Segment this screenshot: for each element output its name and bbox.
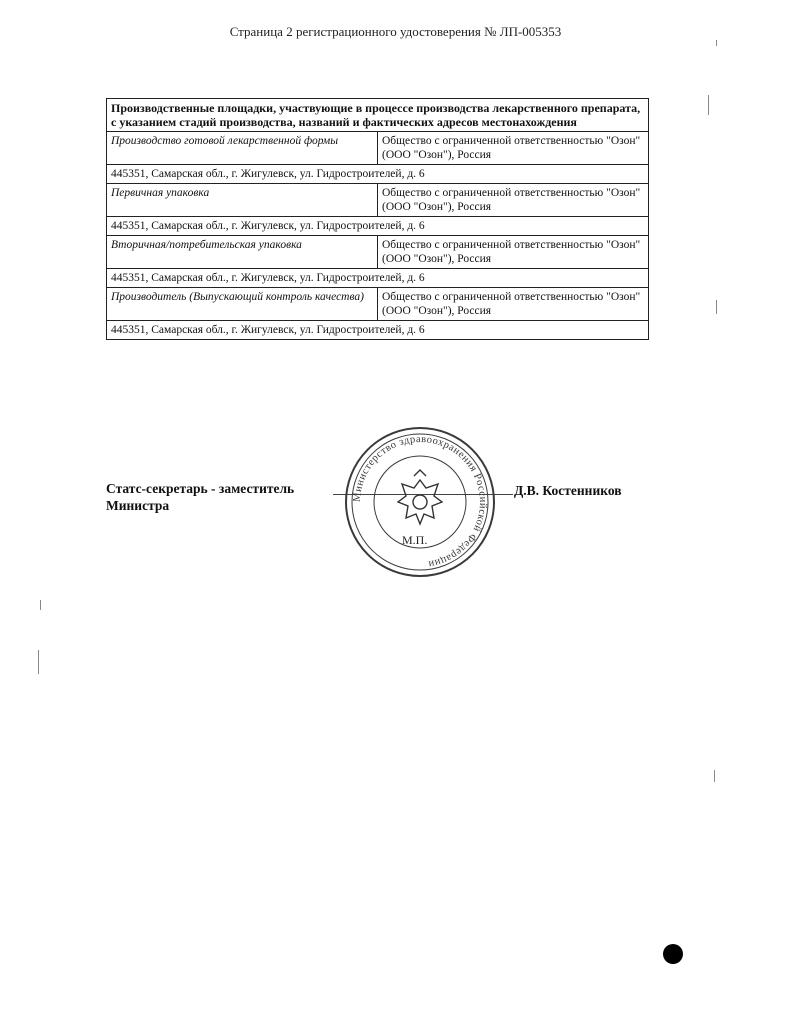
address-cell: 445351, Самарская обл., г. Жигулевск, ул. Гидростроителей, д. 6 bbox=[107, 217, 649, 236]
stage-cell: Первичная упаковка bbox=[107, 184, 378, 217]
scan-artifact bbox=[40, 600, 41, 610]
position-line-2: Министра bbox=[106, 498, 170, 513]
ink-spot bbox=[663, 944, 683, 964]
signatory-position bbox=[106, 480, 294, 514]
eagle-emblem-icon bbox=[398, 470, 442, 524]
stamp-mark: М.П. bbox=[402, 533, 428, 547]
scan-artifact bbox=[714, 770, 715, 782]
scan-artifact bbox=[716, 40, 717, 46]
table-row bbox=[107, 165, 649, 184]
table-row bbox=[107, 217, 649, 236]
table-row bbox=[107, 132, 649, 165]
company-cell: Общество с ограниченной ответственностью "Озон" (ООО "Озон"), Россия bbox=[378, 236, 649, 269]
company-cell: Общество с ограниченной ответственностью "Озон" (ООО "Озон"), Россия bbox=[378, 288, 649, 321]
table-row bbox=[107, 321, 649, 340]
table-header-row bbox=[107, 99, 649, 132]
stamp-text: Министерство здравоохранения Российской Федерации bbox=[351, 433, 489, 570]
svg-text:Министерство здравоохранения Р bbox=[352, 434, 488, 569]
scan-artifact bbox=[38, 650, 39, 674]
address-cell: 445351, Самарская обл., г. Жигулевск, ул. Гидростроителей, д. 6 bbox=[107, 165, 649, 184]
stage-cell: Производство готовой лекарственной формы bbox=[107, 132, 378, 165]
scan-artifact bbox=[708, 95, 709, 115]
company-cell: Общество с ограниченной ответственностью "Озон" (ООО "Озон"), Россия bbox=[378, 184, 649, 217]
position-line-1: Статс-секретарь - заместитель bbox=[106, 481, 295, 496]
stage-cell: Производитель (Выпускающий контроль качества) bbox=[107, 288, 378, 321]
table-heading: Производственные площадки, участвующие в процессе производства лекарственного препарата, с указанием стадий производства, названий и фактических адресов местонахождения bbox=[107, 99, 649, 132]
stage-cell: Вторичная/потребительская упаковка bbox=[107, 236, 378, 269]
address-cell: 445351, Самарская обл., г. Жигулевск, ул. Гидростроителей, д. 6 bbox=[107, 321, 649, 340]
table-row bbox=[107, 288, 649, 321]
official-stamp-icon bbox=[340, 422, 500, 582]
table-row bbox=[107, 184, 649, 217]
signatory-name: Д.В. Костенников bbox=[514, 483, 622, 498]
page-header: Страница 2 регистрационного удостоверения № ЛП-005353 bbox=[229, 24, 562, 39]
table-row bbox=[107, 236, 649, 269]
production-sites-table bbox=[106, 98, 649, 340]
company-cell: Общество с ограниченной ответственностью "Озон" (ООО "Озон"), Россия bbox=[378, 132, 649, 165]
scan-artifact bbox=[716, 300, 717, 314]
table-row bbox=[107, 269, 649, 288]
address-cell: 445351, Самарская обл., г. Жигулевск, ул. Гидростроителей, д. 6 bbox=[107, 269, 649, 288]
